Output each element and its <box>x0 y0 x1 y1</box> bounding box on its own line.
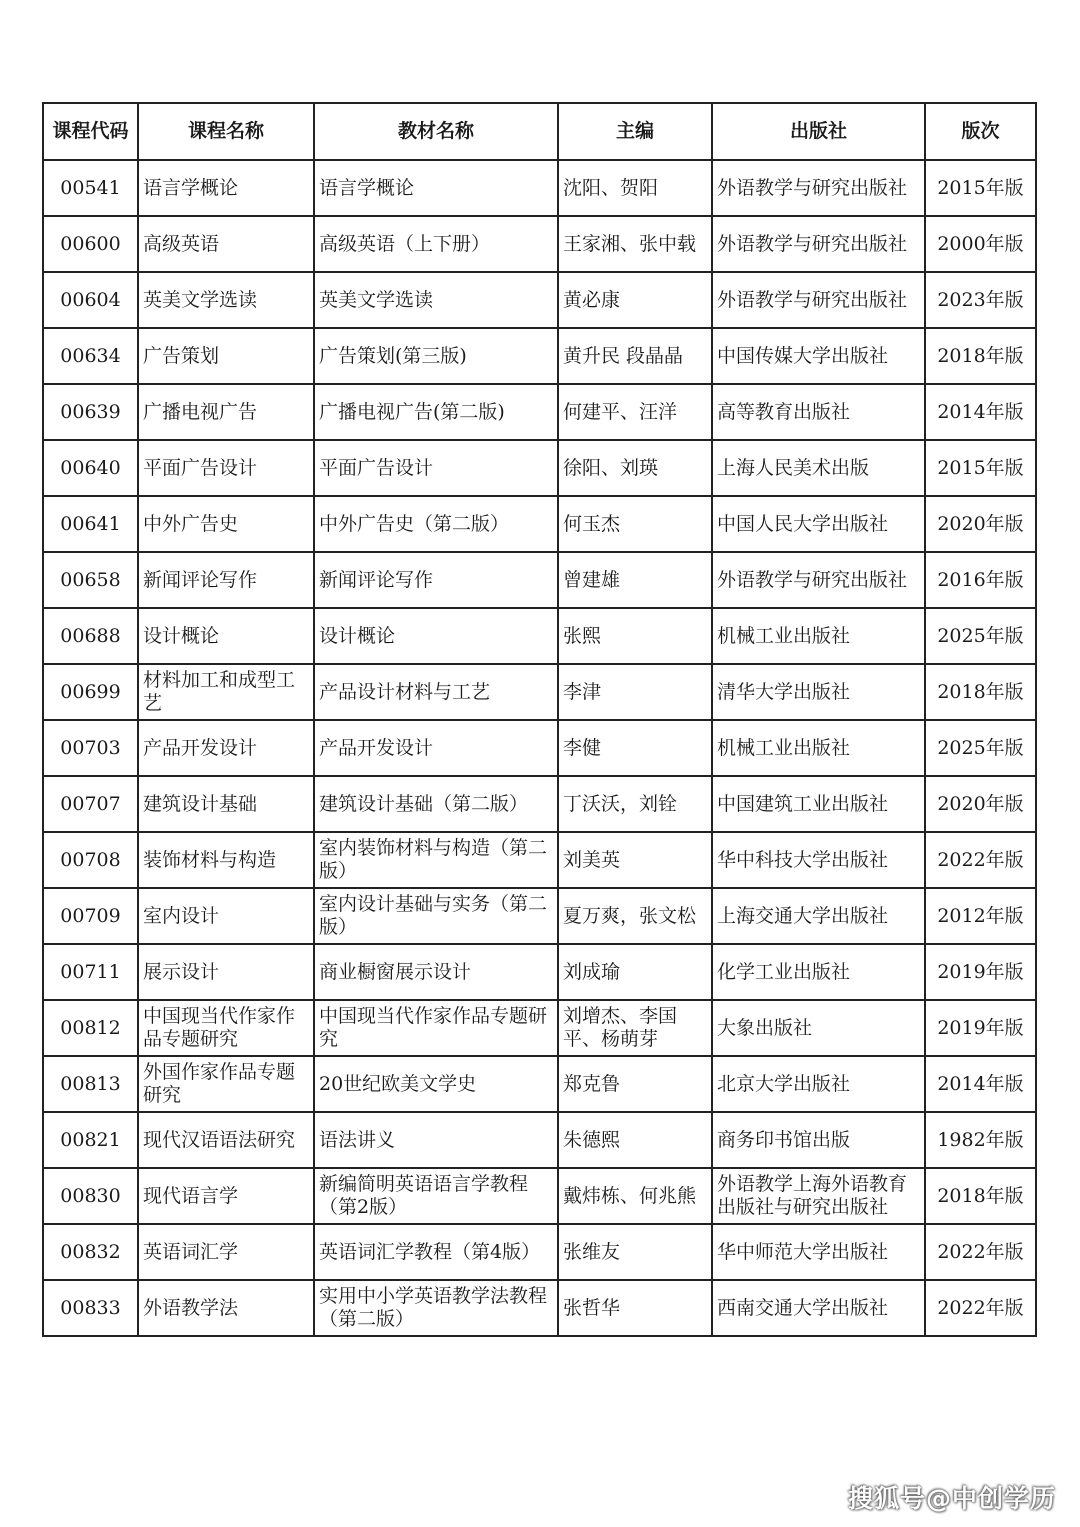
textbook-table <box>42 102 1037 1337</box>
cell-textbook-name: 新编简明英语语言学教程（第2版） <box>314 1168 558 1224</box>
cell-course-code: 00600 <box>43 216 138 272</box>
cell-editor: 刘增杰、李国平、杨萌芽 <box>558 1000 712 1056</box>
table-row <box>43 384 1036 440</box>
cell-editor: 张维友 <box>558 1224 712 1280</box>
cell-edition: 2019年版 <box>925 1000 1036 1056</box>
cell-publisher: 中国传媒大学出版社 <box>712 328 925 384</box>
cell-publisher: 中国建筑工业出版社 <box>712 776 925 832</box>
cell-publisher: 商务印书馆出版 <box>712 1112 925 1168</box>
cell-textbook-name: 商业橱窗展示设计 <box>314 944 558 1000</box>
cell-edition: 2023年版 <box>925 272 1036 328</box>
cell-textbook-name: 中国现当代作家作品专题研究 <box>314 1000 558 1056</box>
cell-publisher: 北京大学出版社 <box>712 1056 925 1112</box>
cell-course-name: 中外广告史 <box>138 496 314 552</box>
cell-textbook-name: 20世纪欧美文学史 <box>314 1056 558 1112</box>
cell-editor: 刘成瑜 <box>558 944 712 1000</box>
cell-course-name: 广告策划 <box>138 328 314 384</box>
cell-publisher: 中国人民大学出版社 <box>712 496 925 552</box>
header-course-code: 课程代码 <box>43 103 138 160</box>
cell-edition: 2022年版 <box>925 1224 1036 1280</box>
cell-edition: 2025年版 <box>925 720 1036 776</box>
cell-publisher: 上海人民美术出版 <box>712 440 925 496</box>
cell-editor: 郑克鲁 <box>558 1056 712 1112</box>
cell-edition: 2020年版 <box>925 496 1036 552</box>
cell-course-name: 外国作家作品专题研究 <box>138 1056 314 1112</box>
cell-publisher: 化学工业出版社 <box>712 944 925 1000</box>
table-row <box>43 1056 1036 1112</box>
cell-edition: 2018年版 <box>925 1168 1036 1224</box>
cell-publisher: 华中科技大学出版社 <box>712 832 925 888</box>
table-row <box>43 888 1036 944</box>
cell-course-code: 00708 <box>43 832 138 888</box>
cell-editor: 朱德熙 <box>558 1112 712 1168</box>
cell-editor: 何玉杰 <box>558 496 712 552</box>
cell-textbook-name: 英美文学选读 <box>314 272 558 328</box>
cell-publisher: 华中师范大学出版社 <box>712 1224 925 1280</box>
cell-edition: 2015年版 <box>925 440 1036 496</box>
cell-course-name: 产品开发设计 <box>138 720 314 776</box>
table-row <box>43 1168 1036 1224</box>
cell-course-name: 语言学概论 <box>138 160 314 216</box>
cell-edition: 2014年版 <box>925 384 1036 440</box>
cell-course-code: 00703 <box>43 720 138 776</box>
cell-editor: 丁沃沃，刘铨 <box>558 776 712 832</box>
cell-edition: 2018年版 <box>925 328 1036 384</box>
cell-edition: 2015年版 <box>925 160 1036 216</box>
cell-publisher: 机械工业出版社 <box>712 720 925 776</box>
cell-course-code: 00832 <box>43 1224 138 1280</box>
table-row <box>43 1000 1036 1056</box>
cell-textbook-name: 语法讲义 <box>314 1112 558 1168</box>
cell-course-name: 英美文学选读 <box>138 272 314 328</box>
cell-publisher: 高等教育出版社 <box>712 384 925 440</box>
cell-course-name: 展示设计 <box>138 944 314 1000</box>
cell-course-name: 设计概论 <box>138 608 314 664</box>
header-textbook-name: 教材名称 <box>314 103 558 160</box>
cell-edition: 1982年版 <box>925 1112 1036 1168</box>
cell-edition: 2025年版 <box>925 608 1036 664</box>
watermark: 搜狐号@中创学历 <box>847 1484 1056 1513</box>
header-edition: 版次 <box>925 103 1036 160</box>
cell-course-code: 00688 <box>43 608 138 664</box>
cell-textbook-name: 语言学概论 <box>314 160 558 216</box>
cell-edition: 2014年版 <box>925 1056 1036 1112</box>
cell-publisher: 外语教学上海外语教育出版社与研究出版社 <box>712 1168 925 1224</box>
cell-course-code: 00640 <box>43 440 138 496</box>
cell-course-code: 00833 <box>43 1280 138 1336</box>
cell-editor: 黄升民 段晶晶 <box>558 328 712 384</box>
cell-textbook-name: 平面广告设计 <box>314 440 558 496</box>
cell-editor: 张哲华 <box>558 1280 712 1336</box>
header-course-name: 课程名称 <box>138 103 314 160</box>
cell-publisher: 外语教学与研究出版社 <box>712 160 925 216</box>
cell-edition: 2012年版 <box>925 888 1036 944</box>
cell-editor: 李津 <box>558 664 712 720</box>
cell-edition: 2018年版 <box>925 664 1036 720</box>
table-row <box>43 496 1036 552</box>
cell-textbook-name: 英语词汇学教程（第4版） <box>314 1224 558 1280</box>
cell-course-name: 装饰材料与构造 <box>138 832 314 888</box>
table-row <box>43 720 1036 776</box>
cell-course-code: 00541 <box>43 160 138 216</box>
cell-editor: 曾建雄 <box>558 552 712 608</box>
cell-publisher: 外语教学与研究出版社 <box>712 552 925 608</box>
table-row <box>43 440 1036 496</box>
table-row <box>43 1112 1036 1168</box>
cell-editor: 沈阳、贺阳 <box>558 160 712 216</box>
cell-editor: 夏万爽，张文松 <box>558 888 712 944</box>
cell-course-name: 中国现当代作家作品专题研究 <box>138 1000 314 1056</box>
cell-course-name: 平面广告设计 <box>138 440 314 496</box>
table-row <box>43 272 1036 328</box>
cell-course-code: 00604 <box>43 272 138 328</box>
cell-editor: 戴炜栋、何兆熊 <box>558 1168 712 1224</box>
cell-course-name: 现代汉语语法研究 <box>138 1112 314 1168</box>
cell-publisher: 西南交通大学出版社 <box>712 1280 925 1336</box>
cell-publisher: 上海交通大学出版社 <box>712 888 925 944</box>
cell-course-code: 00812 <box>43 1000 138 1056</box>
table-row <box>43 664 1036 720</box>
cell-textbook-name: 新闻评论写作 <box>314 552 558 608</box>
table-row <box>43 776 1036 832</box>
cell-editor: 何建平、汪洋 <box>558 384 712 440</box>
cell-textbook-name: 建筑设计基础（第二版） <box>314 776 558 832</box>
cell-edition: 2016年版 <box>925 552 1036 608</box>
cell-textbook-name: 设计概论 <box>314 608 558 664</box>
table-row <box>43 552 1036 608</box>
cell-course-code: 00711 <box>43 944 138 1000</box>
cell-course-code: 00821 <box>43 1112 138 1168</box>
cell-course-code: 00639 <box>43 384 138 440</box>
cell-textbook-name: 室内装饰材料与构造（第二版） <box>314 832 558 888</box>
cell-course-name: 新闻评论写作 <box>138 552 314 608</box>
table-body <box>43 160 1036 1336</box>
cell-editor: 徐阳、刘瑛 <box>558 440 712 496</box>
table-row <box>43 328 1036 384</box>
cell-textbook-name: 产品开发设计 <box>314 720 558 776</box>
cell-course-code: 00709 <box>43 888 138 944</box>
cell-editor: 王家湘、张中载 <box>558 216 712 272</box>
cell-textbook-name: 中外广告史（第二版） <box>314 496 558 552</box>
table-row <box>43 608 1036 664</box>
cell-course-name: 现代语言学 <box>138 1168 314 1224</box>
cell-course-code: 00830 <box>43 1168 138 1224</box>
cell-textbook-name: 高级英语（上下册） <box>314 216 558 272</box>
cell-course-code: 00707 <box>43 776 138 832</box>
table-row <box>43 1280 1036 1336</box>
cell-textbook-name: 广告策划(第三版) <box>314 328 558 384</box>
header-row <box>43 103 1036 160</box>
cell-publisher: 机械工业出版社 <box>712 608 925 664</box>
cell-publisher: 大象出版社 <box>712 1000 925 1056</box>
table-row <box>43 1224 1036 1280</box>
cell-course-code: 00658 <box>43 552 138 608</box>
cell-publisher: 清华大学出版社 <box>712 664 925 720</box>
table-row <box>43 160 1036 216</box>
cell-edition: 2020年版 <box>925 776 1036 832</box>
cell-editor: 黄必康 <box>558 272 712 328</box>
table-row <box>43 216 1036 272</box>
cell-editor: 刘美英 <box>558 832 712 888</box>
cell-course-name: 英语词汇学 <box>138 1224 314 1280</box>
cell-course-code: 00699 <box>43 664 138 720</box>
cell-publisher: 外语教学与研究出版社 <box>712 216 925 272</box>
cell-course-name: 材料加工和成型工艺 <box>138 664 314 720</box>
cell-course-name: 广播电视广告 <box>138 384 314 440</box>
cell-textbook-name: 产品设计材料与工艺 <box>314 664 558 720</box>
cell-course-name: 建筑设计基础 <box>138 776 314 832</box>
cell-course-name: 外语教学法 <box>138 1280 314 1336</box>
table-row <box>43 944 1036 1000</box>
header-publisher: 出版社 <box>712 103 925 160</box>
cell-textbook-name: 实用中小学英语教学法教程（第二版） <box>314 1280 558 1336</box>
cell-editor: 李健 <box>558 720 712 776</box>
cell-edition: 2019年版 <box>925 944 1036 1000</box>
cell-edition: 2022年版 <box>925 1280 1036 1336</box>
cell-textbook-name: 广播电视广告(第二版) <box>314 384 558 440</box>
cell-course-name: 高级英语 <box>138 216 314 272</box>
cell-publisher: 外语教学与研究出版社 <box>712 272 925 328</box>
header-editor: 主编 <box>558 103 712 160</box>
cell-course-name: 室内设计 <box>138 888 314 944</box>
cell-textbook-name: 室内设计基础与实务（第二版） <box>314 888 558 944</box>
table-row <box>43 832 1036 888</box>
cell-edition: 2000年版 <box>925 216 1036 272</box>
cell-edition: 2022年版 <box>925 832 1036 888</box>
cell-course-code: 00641 <box>43 496 138 552</box>
cell-course-code: 00813 <box>43 1056 138 1112</box>
cell-editor: 张熙 <box>558 608 712 664</box>
cell-course-code: 00634 <box>43 328 138 384</box>
